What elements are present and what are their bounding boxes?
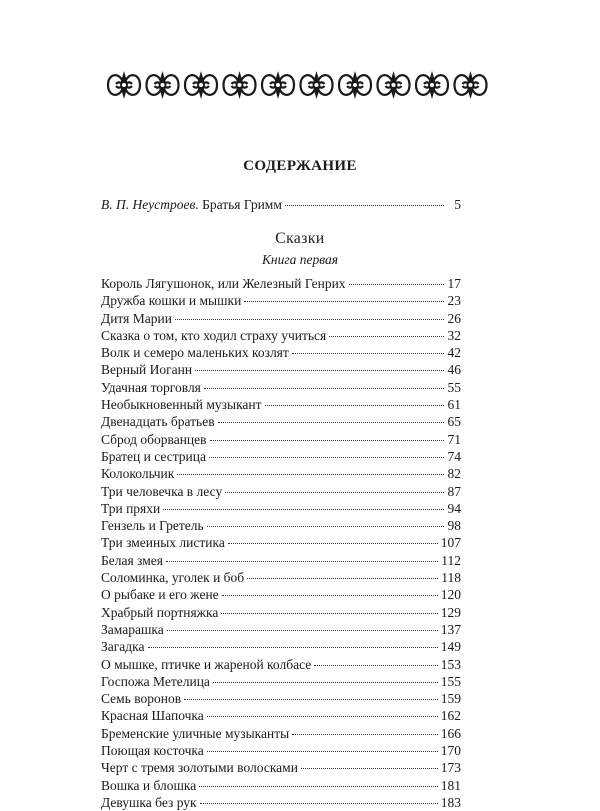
toc-entry-title: Дружба кошки и мышки [101, 293, 242, 309]
intro-entry-title [101, 197, 282, 213]
toc-entry-title: Вошка и блошка [101, 777, 197, 793]
toc-entry [101, 310, 461, 327]
dot-leader [210, 440, 444, 441]
toc-entry-title: Король Лягушонок, или Железный Генрих [101, 276, 346, 291]
toc-entry-title: Храбрый портняжка [101, 604, 219, 620]
toc-entry [101, 777, 461, 794]
toc-entry-title: Три змеиных листика [101, 535, 225, 551]
toc-entry-title: Колокольчик [101, 466, 175, 482]
toc-entry-title: Белая змея [101, 552, 163, 568]
toc-entry-page: 74 [447, 448, 461, 464]
toc-entry-title: Двенадцать братьев [101, 414, 215, 430]
toc-entry [101, 794, 461, 811]
dot-leader [292, 734, 438, 735]
toc-entry-page: 137 [440, 621, 461, 637]
toc-entry-title: Госпожа Метелица [101, 673, 210, 689]
dot-leader [314, 665, 437, 666]
toc-entry [101, 361, 461, 378]
toc-entry-title: Черт с тремя золотыми волосками [101, 760, 298, 776]
toc-entry-page: 94 [447, 500, 461, 516]
toc-entry [101, 275, 461, 292]
dot-leader [285, 205, 444, 206]
toc-entry-page: 87 [447, 483, 461, 499]
toc-entry-page: 120 [440, 587, 461, 603]
dot-leader [209, 457, 444, 458]
toc-entry [101, 465, 461, 482]
toc-entry-page: 149 [440, 639, 461, 655]
toc-entry [101, 517, 461, 534]
toc-entry [101, 621, 461, 638]
toc-entry [101, 656, 461, 673]
toc-list [101, 275, 461, 811]
toc-entry-page: 181 [440, 777, 461, 793]
toc-entry [101, 759, 461, 776]
toc-entry-title: Соломинка, уголек и боб [101, 570, 245, 586]
toc-entry-title: Дитя Марии [101, 310, 172, 326]
dot-leader [204, 388, 444, 389]
toc-entry-page: 17 [447, 276, 461, 291]
subsection-title: Книга первая [261, 252, 339, 267]
toc-entry-title: Гензель и Гретель [101, 518, 204, 534]
toc-entry-title: Верный Иоганн [101, 362, 193, 378]
dot-leader [200, 803, 438, 804]
toc-entry [101, 569, 461, 586]
section-title: Сказки [275, 230, 325, 247]
dot-leader [221, 613, 437, 614]
toc-entry-page: 55 [447, 379, 461, 395]
toc-entry-page: 107 [440, 535, 461, 551]
toc-entry [101, 690, 461, 707]
toc-entry-title: Сброд оборванцев [101, 431, 207, 447]
toc-entry-page: 159 [440, 691, 461, 707]
toc-entry [101, 500, 461, 517]
toc-entry-page: 129 [440, 604, 461, 620]
toc-entry [101, 431, 461, 448]
toc-entry-page: 71 [447, 431, 461, 447]
toc-entry-page: 98 [447, 518, 461, 534]
toc-entry-page: 65 [447, 414, 461, 430]
dot-leader [213, 682, 438, 683]
toc-entry-title: Красная Шапочка [101, 708, 204, 724]
toc-entry-page: 26 [447, 310, 461, 326]
dot-leader [207, 716, 438, 717]
dot-leader [175, 319, 444, 320]
toc-entry-title: О мышке, птичке и жареной колбасе [101, 656, 312, 672]
toc-entry-page: 166 [440, 725, 461, 741]
toc-entry [101, 379, 461, 396]
toc-entry-page: 46 [447, 362, 461, 378]
toc-entry [101, 327, 461, 344]
toc-entry-title: Необыкновенный музыкант [101, 397, 262, 413]
toc-entry-page: 82 [447, 466, 461, 482]
contents-heading: СОДЕРЖАНИЕ [243, 158, 357, 174]
toc-entry-page: 173 [440, 760, 461, 776]
dot-leader [301, 768, 438, 769]
toc-entry [101, 292, 461, 309]
toc-entry-page: 183 [440, 794, 461, 810]
toc-entry-page: 162 [440, 708, 461, 724]
intro-entry [101, 197, 461, 213]
toc-entry [101, 552, 461, 569]
toc-entry [101, 707, 461, 724]
dot-leader [329, 336, 444, 337]
dot-leader [163, 509, 444, 510]
toc-entry [101, 742, 461, 759]
toc-entry [101, 534, 461, 551]
dot-leader [207, 526, 444, 527]
toc-entry-page: 32 [447, 327, 461, 343]
toc-entry [101, 604, 461, 621]
toc-entry-title: Сказка о том, кто ходил страху учиться [101, 327, 327, 343]
dot-leader [167, 630, 438, 631]
toc-entry-title: Три пряхи [101, 500, 161, 516]
intro-title: Братья Гримм [202, 197, 282, 212]
dot-leader [349, 284, 444, 285]
toc-entry [101, 483, 461, 500]
toc-entry-page: 155 [440, 673, 461, 689]
toc-entry-title: Загадка [101, 639, 145, 655]
toc-entry-page: 42 [447, 345, 461, 361]
toc-entry-title: Волк и семеро маленьких козлят [101, 345, 289, 361]
toc-entry [101, 673, 461, 690]
toc-entry [101, 413, 461, 430]
dot-leader [184, 699, 438, 700]
decorative-ornament-band [105, 68, 490, 102]
toc-entry-page: 61 [447, 397, 461, 413]
intro-page-number: 5 [454, 197, 461, 212]
dot-leader [207, 751, 438, 752]
dot-leader [218, 422, 444, 423]
toc-entry-page: 23 [447, 293, 461, 309]
dot-leader [265, 405, 444, 406]
toc-entry-title: Поющая косточка [101, 743, 204, 759]
dot-leader [195, 370, 444, 371]
dot-leader [292, 353, 444, 354]
toc-entry-title: Братец и сестрица [101, 448, 206, 464]
intro-author: В. П. Неустроев. [101, 197, 199, 212]
toc-entry [101, 586, 461, 603]
toc-entry-title: Семь воронов [101, 691, 182, 707]
toc-entry-title: Бременские уличные музыканты [101, 725, 290, 741]
toc-entry [101, 725, 461, 742]
dot-leader [166, 561, 438, 562]
toc-entry-page: 153 [440, 656, 461, 672]
toc-entry-page: 170 [440, 743, 461, 759]
toc-entry [101, 638, 461, 655]
dot-leader [148, 647, 438, 648]
dot-leader [244, 301, 444, 302]
dot-leader [228, 543, 438, 544]
toc-entry-title: Замарашка [101, 621, 164, 637]
toc-entry-title: Удачная торговля [101, 379, 201, 395]
dot-leader [225, 492, 444, 493]
toc-entry-title: Девушка без рук [101, 794, 197, 810]
dot-leader [177, 474, 444, 475]
toc-entry-page: 118 [441, 570, 461, 586]
toc-entry [101, 448, 461, 465]
toc-entry-title: О рыбаке и его жене [101, 587, 219, 603]
toc-entry-title: Три человечка в лесу [101, 483, 223, 499]
toc-entry [101, 344, 461, 361]
dot-leader [222, 595, 438, 596]
dot-leader [247, 578, 438, 579]
toc-entry [101, 396, 461, 413]
toc-entry-page: 112 [441, 552, 461, 568]
dot-leader [199, 786, 438, 787]
